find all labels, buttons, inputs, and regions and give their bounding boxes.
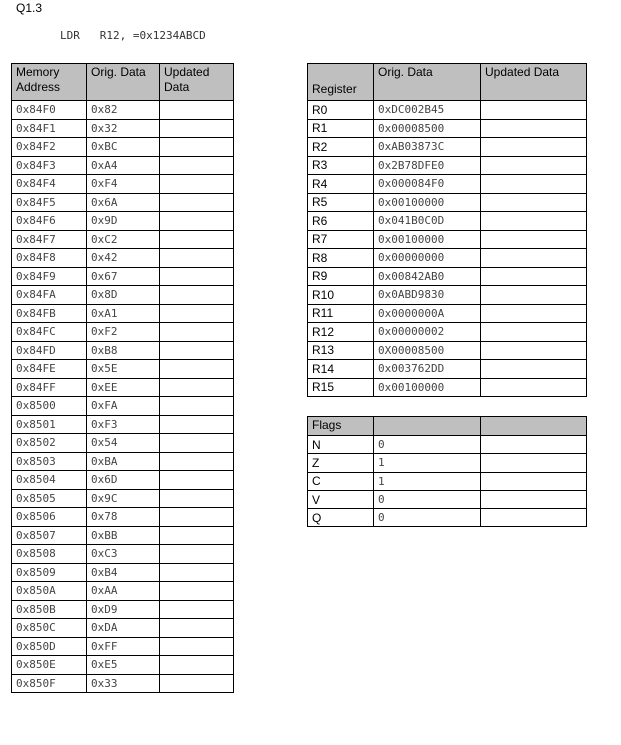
register-row: [308, 323, 587, 342]
memory-address-cell: 0x850E: [12, 656, 87, 675]
flags-table: [307, 416, 587, 527]
register-table: [307, 63, 587, 397]
memory-updated-cell[interactable]: [160, 489, 234, 508]
register-updated-cell[interactable]: [481, 323, 587, 342]
register-orig-cell: 0x0000000A: [374, 304, 481, 323]
memory-address-cell: 0x850D: [12, 637, 87, 656]
memory-updated-cell[interactable]: [160, 101, 234, 120]
register-orig-cell: 0x003762DD: [374, 360, 481, 379]
memory-updated-cell[interactable]: [160, 508, 234, 527]
memory-updated-cell[interactable]: [160, 526, 234, 545]
memory-orig-cell: 0xBB: [87, 526, 160, 545]
memory-updated-cell[interactable]: [160, 193, 234, 212]
memory-table: [11, 63, 234, 693]
memory-updated-cell[interactable]: [160, 378, 234, 397]
memory-address-cell: 0x84F4: [12, 175, 87, 194]
flag-name-cell: V: [308, 490, 374, 508]
memory-orig-cell: 0xE5: [87, 656, 160, 675]
memory-row: [12, 489, 234, 508]
memory-orig-cell: 0x82: [87, 101, 160, 120]
memory-updated-cell[interactable]: [160, 267, 234, 286]
register-orig-cell: 0x041B0C0D: [374, 212, 481, 231]
register-updated-cell[interactable]: [481, 230, 587, 249]
memory-row: [12, 341, 234, 360]
memory-updated-cell[interactable]: [160, 582, 234, 601]
memory-orig-cell: 0xFA: [87, 397, 160, 416]
memory-updated-cell[interactable]: [160, 619, 234, 638]
memory-address-header: Memory Address: [12, 64, 87, 101]
memory-orig-cell: 0xBA: [87, 452, 160, 471]
register-orig-cell: 0x2B78DFE0: [374, 156, 481, 175]
memory-orig-header: Orig. Data: [87, 64, 160, 101]
memory-orig-cell: 0xD9: [87, 600, 160, 619]
memory-address-cell: 0x8509: [12, 563, 87, 582]
memory-row: [12, 471, 234, 490]
flag-updated-cell[interactable]: [481, 490, 587, 508]
memory-address-cell: 0x84F2: [12, 138, 87, 157]
register-header: Register: [308, 64, 374, 101]
memory-address-cell: 0x850A: [12, 582, 87, 601]
memory-orig-cell: 0xFF: [87, 637, 160, 656]
flag-name-cell: N: [308, 436, 374, 454]
memory-updated-cell[interactable]: [160, 600, 234, 619]
memory-address-cell: 0x850B: [12, 600, 87, 619]
register-updated-cell[interactable]: [481, 249, 587, 268]
register-updated-cell[interactable]: [481, 193, 587, 212]
register-name-cell: R6: [308, 212, 374, 231]
register-name-cell: R5: [308, 193, 374, 212]
memory-updated-cell[interactable]: [160, 415, 234, 434]
register-row: [308, 101, 587, 120]
memory-row: [12, 545, 234, 564]
flag-row: [308, 472, 587, 490]
memory-orig-cell: 0xDA: [87, 619, 160, 638]
memory-row: [12, 230, 234, 249]
flags-header-blank: [374, 417, 481, 436]
memory-row: [12, 656, 234, 675]
flag-row: [308, 454, 587, 472]
memory-updated-cell[interactable]: [160, 656, 234, 675]
register-row: [308, 138, 587, 157]
memory-updated-cell[interactable]: [160, 175, 234, 194]
register-row: [308, 286, 587, 305]
register-orig-cell: 0x00100000: [374, 378, 481, 397]
flag-row: [308, 509, 587, 527]
register-row: [308, 378, 587, 397]
memory-row: [12, 526, 234, 545]
register-row: [308, 267, 587, 286]
memory-orig-cell: 0x6D: [87, 471, 160, 490]
memory-row: [12, 193, 234, 212]
memory-row: [12, 138, 234, 157]
memory-address-cell: 0x84F3: [12, 156, 87, 175]
memory-orig-cell: 0x67: [87, 267, 160, 286]
memory-orig-cell: 0xF3: [87, 415, 160, 434]
memory-updated-cell[interactable]: [160, 323, 234, 342]
memory-row: [12, 619, 234, 638]
register-updated-cell[interactable]: [481, 156, 587, 175]
memory-address-cell: 0x84FE: [12, 360, 87, 379]
flag-orig-cell: 0: [374, 490, 481, 508]
memory-row: [12, 508, 234, 527]
register-name-cell: R11: [308, 304, 374, 323]
memory-row: [12, 563, 234, 582]
memory-updated-cell[interactable]: [160, 119, 234, 138]
memory-address-cell: 0x84FA: [12, 286, 87, 305]
memory-address-cell: 0x850F: [12, 674, 87, 693]
register-orig-cell: 0X00008500: [374, 341, 481, 360]
memory-orig-cell: 0xBC: [87, 138, 160, 157]
register-name-cell: R12: [308, 323, 374, 342]
register-name-cell: R13: [308, 341, 374, 360]
memory-address-cell: 0x84FB: [12, 304, 87, 323]
memory-row: [12, 397, 234, 416]
memory-orig-cell: 0x5E: [87, 360, 160, 379]
flag-name-cell: C: [308, 472, 374, 490]
register-row: [308, 156, 587, 175]
flag-updated-cell[interactable]: [481, 454, 587, 472]
register-updated-cell[interactable]: [481, 360, 587, 379]
memory-updated-cell[interactable]: [160, 304, 234, 323]
register-updated-cell[interactable]: [481, 341, 587, 360]
register-row: [308, 360, 587, 379]
flag-updated-cell[interactable]: [481, 472, 587, 490]
memory-orig-cell: 0xEE: [87, 378, 160, 397]
register-row: [308, 341, 587, 360]
register-row: [308, 304, 587, 323]
memory-orig-cell: 0xA1: [87, 304, 160, 323]
memory-row: [12, 119, 234, 138]
memory-updated-cell[interactable]: [160, 397, 234, 416]
memory-row: [12, 286, 234, 305]
memory-address-cell: 0x84FD: [12, 341, 87, 360]
memory-updated-cell[interactable]: [160, 286, 234, 305]
flags-header-blank: [481, 417, 587, 436]
register-name-cell: R15: [308, 378, 374, 397]
register-name-cell: R4: [308, 175, 374, 194]
register-orig-cell: 0x00100000: [374, 230, 481, 249]
flag-orig-cell: 0: [374, 509, 481, 527]
flag-row: [308, 436, 587, 454]
memory-address-cell: 0x8508: [12, 545, 87, 564]
memory-updated-cell[interactable]: [160, 434, 234, 453]
memory-updated-cell[interactable]: [160, 138, 234, 157]
register-updated-cell[interactable]: [481, 138, 587, 157]
memory-updated-header: Updated Data: [160, 64, 234, 101]
register-updated-cell[interactable]: [481, 101, 587, 120]
memory-address-cell: 0x850C: [12, 619, 87, 638]
register-name-cell: R1: [308, 119, 374, 138]
memory-row: [12, 101, 234, 120]
memory-orig-cell: 0x32: [87, 119, 160, 138]
memory-address-cell: 0x8506: [12, 508, 87, 527]
flag-orig-cell: 1: [374, 454, 481, 472]
memory-address-cell: 0x84F8: [12, 249, 87, 268]
memory-row: [12, 582, 234, 601]
register-orig-cell: 0x00008500: [374, 119, 481, 138]
register-row: [308, 175, 587, 194]
memory-orig-cell: 0x9C: [87, 489, 160, 508]
memory-row: [12, 156, 234, 175]
memory-orig-cell: 0x78: [87, 508, 160, 527]
memory-orig-cell: 0x9D: [87, 212, 160, 231]
memory-row: [12, 434, 234, 453]
register-orig-cell: 0x000084F0: [374, 175, 481, 194]
memory-row: [12, 304, 234, 323]
memory-row: [12, 637, 234, 656]
register-updated-cell[interactable]: [481, 286, 587, 305]
register-name-cell: R8: [308, 249, 374, 268]
register-updated-cell[interactable]: [481, 212, 587, 231]
register-orig-cell: 0x00000000: [374, 249, 481, 268]
memory-updated-cell[interactable]: [160, 341, 234, 360]
register-name-cell: R9: [308, 267, 374, 286]
memory-row: [12, 378, 234, 397]
memory-address-cell: 0x84FF: [12, 378, 87, 397]
flags-header: Flags: [308, 417, 374, 436]
flag-orig-cell: 0: [374, 436, 481, 454]
flag-updated-cell[interactable]: [481, 436, 587, 454]
register-name-cell: R0: [308, 101, 374, 120]
memory-updated-cell[interactable]: [160, 471, 234, 490]
memory-updated-cell[interactable]: [160, 249, 234, 268]
flag-updated-cell[interactable]: [481, 509, 587, 527]
register-name-cell: R14: [308, 360, 374, 379]
memory-address-cell: 0x84FC: [12, 323, 87, 342]
memory-address-cell: 0x8501: [12, 415, 87, 434]
register-row: [308, 212, 587, 231]
register-orig-cell: 0xDC002B45: [374, 101, 481, 120]
memory-orig-cell: 0x33: [87, 674, 160, 693]
memory-updated-cell[interactable]: [160, 230, 234, 249]
register-updated-cell[interactable]: [481, 175, 587, 194]
memory-updated-cell[interactable]: [160, 212, 234, 231]
register-orig-header: Orig. Data: [374, 64, 481, 101]
memory-orig-cell: 0xC2: [87, 230, 160, 249]
register-updated-cell[interactable]: [481, 119, 587, 138]
memory-row: [12, 452, 234, 471]
memory-orig-cell: 0xF4: [87, 175, 160, 194]
register-updated-cell[interactable]: [481, 304, 587, 323]
instruction-code: LDR R12, =0x1234ABCD: [60, 29, 206, 42]
register-name-cell: R3: [308, 156, 374, 175]
memory-orig-cell: 0x8D: [87, 286, 160, 305]
memory-address-cell: 0x8503: [12, 452, 87, 471]
memory-orig-cell: 0xA4: [87, 156, 160, 175]
memory-address-cell: 0x8500: [12, 397, 87, 416]
memory-row: [12, 323, 234, 342]
memory-orig-cell: 0x42: [87, 249, 160, 268]
memory-address-cell: 0x84F6: [12, 212, 87, 231]
memory-address-cell: 0x84F0: [12, 101, 87, 120]
register-updated-cell[interactable]: [481, 267, 587, 286]
memory-address-cell: 0x84F7: [12, 230, 87, 249]
register-orig-cell: 0xAB03873C: [374, 138, 481, 157]
memory-orig-cell: 0x54: [87, 434, 160, 453]
memory-updated-cell[interactable]: [160, 452, 234, 471]
memory-address-cell: 0x8502: [12, 434, 87, 453]
memory-orig-cell: 0x6A: [87, 193, 160, 212]
memory-address-cell: 0x8507: [12, 526, 87, 545]
memory-orig-cell: 0xC3: [87, 545, 160, 564]
memory-updated-cell[interactable]: [160, 360, 234, 379]
memory-orig-cell: 0xF2: [87, 323, 160, 342]
memory-row: [12, 249, 234, 268]
register-row: [308, 249, 587, 268]
question-label: Q1.3: [16, 1, 43, 15]
memory-row: [12, 360, 234, 379]
register-row: [308, 119, 587, 138]
memory-updated-cell[interactable]: [160, 637, 234, 656]
memory-row: [12, 674, 234, 693]
register-updated-header: Updated Data: [481, 64, 587, 101]
register-updated-cell[interactable]: [481, 378, 587, 397]
memory-updated-cell[interactable]: [160, 563, 234, 582]
register-orig-cell: 0x0ABD9830: [374, 286, 481, 305]
memory-row: [12, 600, 234, 619]
memory-updated-cell[interactable]: [160, 674, 234, 693]
memory-address-cell: 0x84F5: [12, 193, 87, 212]
register-name-cell: R2: [308, 138, 374, 157]
memory-updated-cell[interactable]: [160, 545, 234, 564]
memory-address-cell: 0x8505: [12, 489, 87, 508]
register-row: [308, 193, 587, 212]
register-name-cell: R10: [308, 286, 374, 305]
memory-row: [12, 175, 234, 194]
memory-orig-cell: 0xB8: [87, 341, 160, 360]
register-name-cell: R7: [308, 230, 374, 249]
memory-address-cell: 0x84F1: [12, 119, 87, 138]
register-orig-cell: 0x00100000: [374, 193, 481, 212]
memory-address-cell: 0x84F9: [12, 267, 87, 286]
memory-updated-cell[interactable]: [160, 156, 234, 175]
memory-row: [12, 267, 234, 286]
flag-name-cell: Q: [308, 509, 374, 527]
memory-row: [12, 212, 234, 231]
flag-row: [308, 490, 587, 508]
register-row: [308, 230, 587, 249]
memory-orig-cell: 0xB4: [87, 563, 160, 582]
flag-orig-cell: 1: [374, 472, 481, 490]
memory-row: [12, 415, 234, 434]
flag-name-cell: Z: [308, 454, 374, 472]
memory-address-cell: 0x8504: [12, 471, 87, 490]
memory-orig-cell: 0xAA: [87, 582, 160, 601]
register-orig-cell: 0x00842AB0: [374, 267, 481, 286]
register-orig-cell: 0x00000002: [374, 323, 481, 342]
